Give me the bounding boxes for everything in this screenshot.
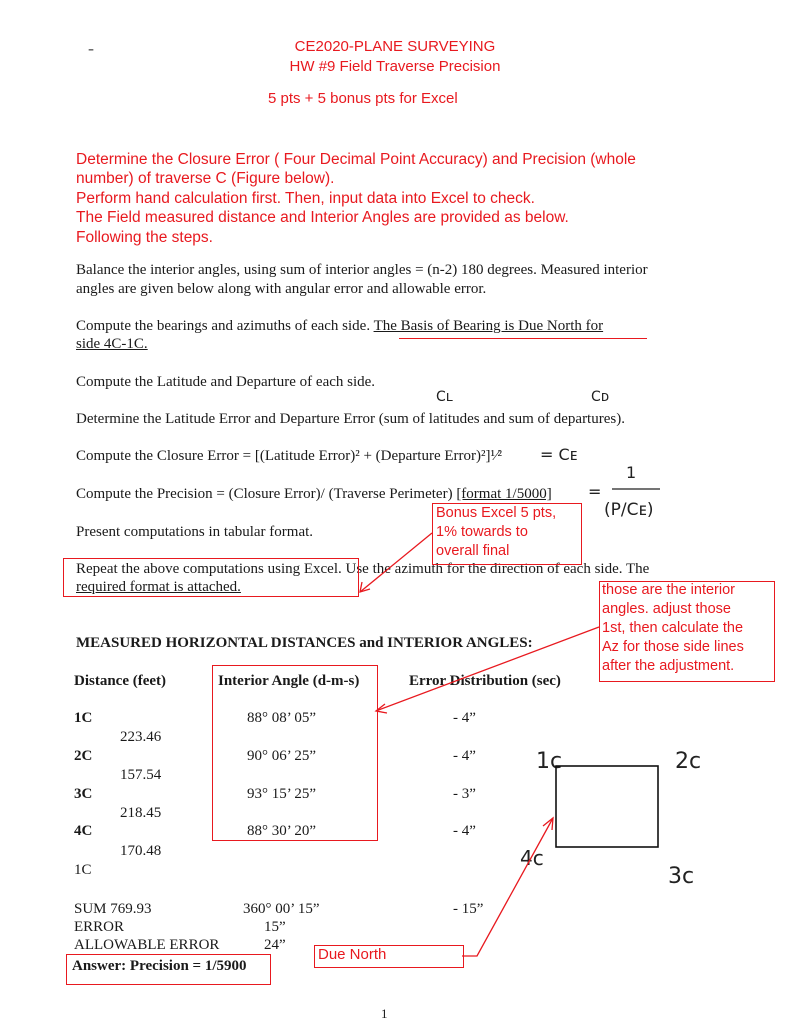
figure-label-4c: 4c bbox=[520, 846, 544, 870]
step-bearings-text: Compute the bearings and azimuths of each side. bbox=[76, 318, 374, 334]
station-3c: 3C bbox=[74, 786, 93, 802]
error-2c: - 4” bbox=[453, 748, 476, 764]
instruction-line-2: number) of traverse C (Figure below). bbox=[76, 170, 335, 187]
step-precision-text: Compute the Precision = (Closure Error)/ (Traverse Perimeter) bbox=[76, 486, 457, 502]
error-1c: - 4” bbox=[453, 710, 476, 726]
instruction-line-5: Following the steps. bbox=[76, 229, 213, 246]
step-repeat-2: required format is attached. bbox=[76, 579, 241, 595]
angle-4c: 88° 30’ 20” bbox=[247, 823, 317, 839]
angle-2c: 90° 06’ 25” bbox=[247, 748, 317, 764]
interior-note-line-5: after the adjustment. bbox=[602, 658, 735, 674]
angle-1c: 88° 08’ 05” bbox=[247, 710, 317, 726]
distance-1c-2c: 223.46 bbox=[120, 729, 162, 745]
step-repeat-azimuth: Use the azimuth for the direction of each side. The bbox=[345, 561, 650, 577]
error-label: ERROR bbox=[74, 919, 125, 935]
col-angle-header: Interior Angle (d-m-s) bbox=[218, 673, 360, 689]
error-value: 15” bbox=[264, 919, 286, 935]
precision-format: [format 1/5000] bbox=[456, 486, 552, 502]
station-1c: 1C bbox=[74, 710, 93, 726]
station-1c-close: 1C bbox=[74, 862, 92, 878]
handwritten-fraction: (P/Cᴇ) bbox=[604, 500, 654, 520]
col-error-header: Error Distribution (sec) bbox=[409, 673, 561, 689]
step-balance-2: angles are given below along with angular error and allowable error. bbox=[76, 281, 487, 297]
figure-label-1c: 1c bbox=[536, 749, 563, 774]
interior-arrow-line bbox=[376, 627, 599, 711]
page-number: 1 bbox=[381, 1006, 388, 1021]
instruction-line-3: Perform hand calculation first. Then, input data into Excel to check. bbox=[76, 190, 535, 207]
distance-2c-3c: 157.54 bbox=[120, 767, 162, 783]
bonus-arrow-line bbox=[360, 533, 432, 592]
handwritten-cd: Cᴅ bbox=[591, 389, 610, 405]
col-distance-header: Distance (feet) bbox=[74, 673, 167, 689]
figure-label-2c: 2c bbox=[675, 749, 702, 774]
station-2c: 2C bbox=[74, 748, 93, 764]
margin-dash: - bbox=[88, 38, 94, 58]
step-bearings-2: side 4C-1C. bbox=[76, 336, 148, 352]
course-title: CE2020-PLANE SURVEYING bbox=[294, 38, 496, 55]
station-4c: 4C bbox=[74, 823, 93, 839]
points-info: 5 pts + 5 bonus pts for Excel bbox=[268, 90, 458, 107]
bonus-line-1: Bonus Excel 5 pts, bbox=[436, 505, 557, 521]
interior-note-line-2: angles. adjust those bbox=[602, 601, 731, 617]
handwritten-numerator: 1 bbox=[626, 463, 637, 482]
step-balance-1: Balance the interior angles, using sum of interior angles = (n-2) 180 degrees. Measured interior bbox=[76, 262, 648, 278]
figure-label-3c: 3c bbox=[668, 864, 695, 889]
instruction-line-4: The Field measured distance and Interior Angles are provided as below. bbox=[76, 209, 569, 226]
interior-note-line-1: those are the interior bbox=[602, 582, 735, 598]
distance-4c-1c: 170.48 bbox=[120, 843, 162, 859]
interior-note-line-3: 1st, then calculate the bbox=[602, 620, 744, 636]
step-latdep: Compute the Latitude and Departure of each side. bbox=[76, 374, 376, 390]
instruction-line-1: Determine the Closure Error ( Four Decimal Point Accuracy) and Precision (whole bbox=[76, 151, 636, 168]
due-north-label: Due North bbox=[318, 946, 387, 963]
sum-distance: SUM 769.93 bbox=[74, 901, 152, 917]
bonus-line-2: 1% towards to bbox=[436, 524, 528, 540]
angle-3c: 93° 15’ 25” bbox=[247, 786, 317, 802]
error-3c: - 3” bbox=[453, 786, 476, 802]
sum-error: - 15” bbox=[453, 901, 484, 917]
step-closure: Compute the Closure Error = [(Latitude Error)² + (Departure Error)²]¹⁄² bbox=[76, 448, 503, 464]
step-repeat-text: Repeat the above computations using Excel. bbox=[76, 561, 346, 577]
traverse-figure bbox=[556, 766, 658, 847]
error-4c: - 4” bbox=[453, 823, 476, 839]
bonus-line-3: overall final bbox=[436, 543, 510, 559]
handwritten-eq: = bbox=[588, 482, 602, 501]
allowable-error-label: ALLOWABLE ERROR bbox=[74, 937, 220, 953]
step-tabular: Present computations in tabular format. bbox=[76, 524, 314, 540]
distance-3c-4c: 218.45 bbox=[120, 805, 162, 821]
basis-of-bearing: The Basis of Bearing is Due North for bbox=[373, 318, 604, 334]
handwritten-cl: Cʟ bbox=[436, 389, 453, 405]
answer-precision: Answer: Precision = 1/5900 bbox=[72, 958, 247, 974]
handwritten-ce: = Cᴇ bbox=[540, 445, 578, 464]
due-north-arrow-line bbox=[462, 818, 553, 956]
allowable-error-value: 24” bbox=[264, 937, 286, 953]
table-title: MEASURED HORIZONTAL DISTANCES and INTERIOR ANGLES: bbox=[76, 635, 533, 651]
interior-note-line-4: Az for those side lines bbox=[602, 639, 744, 655]
hw-title: HW #9 Field Traverse Precision bbox=[289, 58, 501, 75]
sum-angle: 360° 00’ 15” bbox=[243, 901, 320, 917]
step-errors: Determine the Latitude Error and Departure Error (sum of latitudes and sum of departures). bbox=[76, 411, 625, 427]
